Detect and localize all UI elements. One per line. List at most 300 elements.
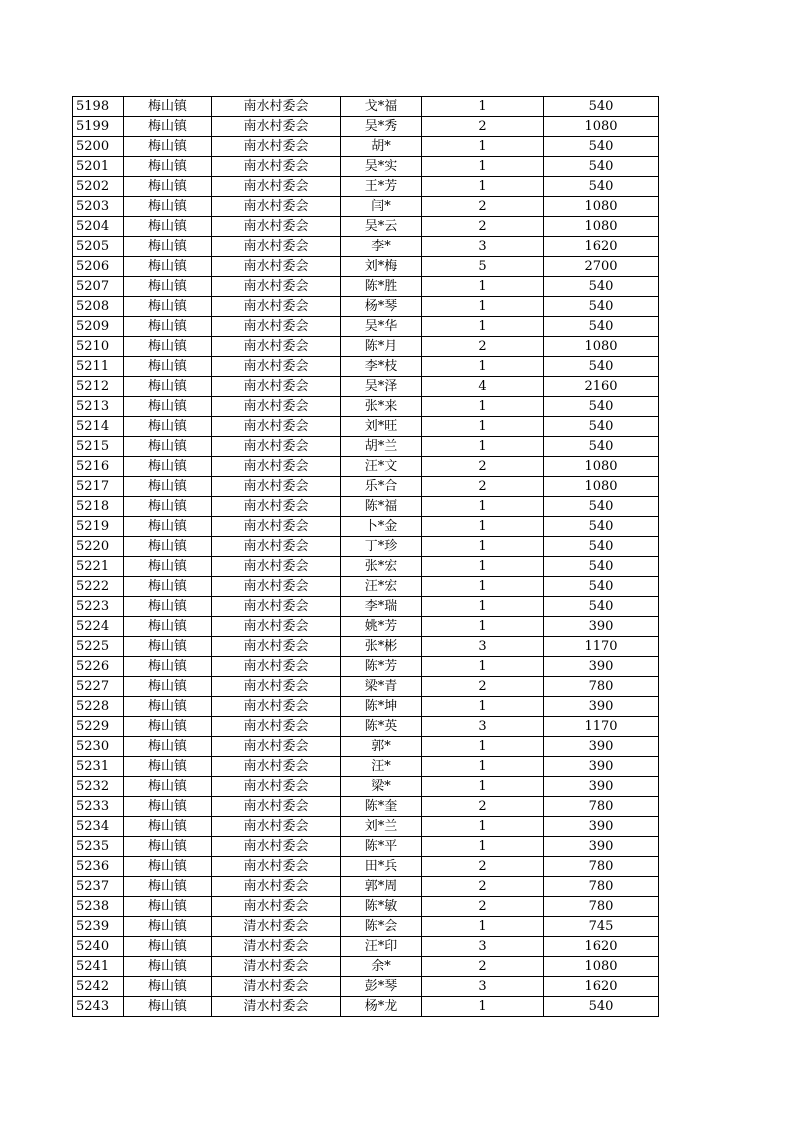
village-committee-cell: 南水村委会	[212, 477, 341, 497]
row-number-cell: 5231	[73, 757, 124, 777]
amount-cell: 540	[544, 97, 659, 117]
row-number-cell: 5243	[73, 997, 124, 1017]
row-number-cell: 5241	[73, 957, 124, 977]
person-name-cell: 吴*秀	[341, 117, 422, 137]
person-name-cell: 李*瑞	[341, 597, 422, 617]
village-committee-cell: 南水村委会	[212, 777, 341, 797]
village-committee-cell: 南水村委会	[212, 257, 341, 277]
person-name-cell: 汪*印	[341, 937, 422, 957]
row-number-cell: 5220	[73, 537, 124, 557]
count-cell: 1	[422, 657, 544, 677]
row-number-cell: 5216	[73, 457, 124, 477]
village-committee-cell: 南水村委会	[212, 277, 341, 297]
table-row	[73, 837, 659, 857]
count-cell: 1	[422, 617, 544, 637]
town-cell: 梅山镇	[124, 137, 212, 157]
amount-cell: 1170	[544, 637, 659, 657]
row-number-cell: 5227	[73, 677, 124, 697]
village-committee-cell: 南水村委会	[212, 857, 341, 877]
village-committee-cell: 南水村委会	[212, 457, 341, 477]
town-cell: 梅山镇	[124, 877, 212, 897]
count-cell: 5	[422, 257, 544, 277]
town-cell: 梅山镇	[124, 497, 212, 517]
count-cell: 1	[422, 157, 544, 177]
row-number-cell: 5207	[73, 277, 124, 297]
village-committee-cell: 南水村委会	[212, 237, 341, 257]
person-name-cell: 陈*胜	[341, 277, 422, 297]
town-cell: 梅山镇	[124, 377, 212, 397]
table-row	[73, 757, 659, 777]
count-cell: 1	[422, 97, 544, 117]
amount-cell: 540	[544, 597, 659, 617]
count-cell: 1	[422, 737, 544, 757]
amount-cell: 2700	[544, 257, 659, 277]
town-cell: 梅山镇	[124, 797, 212, 817]
amount-cell: 780	[544, 677, 659, 697]
village-committee-cell: 南水村委会	[212, 677, 341, 697]
village-committee-cell: 南水村委会	[212, 657, 341, 677]
row-number-cell: 5217	[73, 477, 124, 497]
row-number-cell: 5206	[73, 257, 124, 277]
person-name-cell: 胡*兰	[341, 437, 422, 457]
row-number-cell: 5232	[73, 777, 124, 797]
count-cell: 1	[422, 837, 544, 857]
count-cell: 3	[422, 977, 544, 997]
count-cell: 2	[422, 457, 544, 477]
amount-cell: 1080	[544, 957, 659, 977]
count-cell: 2	[422, 477, 544, 497]
town-cell: 梅山镇	[124, 717, 212, 737]
village-committee-cell: 南水村委会	[212, 537, 341, 557]
town-cell: 梅山镇	[124, 637, 212, 657]
table-row	[73, 377, 659, 397]
amount-cell: 1620	[544, 937, 659, 957]
village-committee-cell: 南水村委会	[212, 137, 341, 157]
village-committee-cell: 南水村委会	[212, 617, 341, 637]
amount-cell: 1080	[544, 457, 659, 477]
town-cell: 梅山镇	[124, 917, 212, 937]
table-row	[73, 817, 659, 837]
amount-cell: 780	[544, 857, 659, 877]
table-row	[73, 797, 659, 817]
count-cell: 1	[422, 537, 544, 557]
town-cell: 梅山镇	[124, 237, 212, 257]
count-cell: 1	[422, 777, 544, 797]
row-number-cell: 5224	[73, 617, 124, 637]
row-number-cell: 5240	[73, 937, 124, 957]
row-number-cell: 5212	[73, 377, 124, 397]
table-row	[73, 357, 659, 377]
town-cell: 梅山镇	[124, 617, 212, 637]
count-cell: 1	[422, 177, 544, 197]
table-row	[73, 557, 659, 577]
table-row	[73, 617, 659, 637]
village-committee-cell: 南水村委会	[212, 397, 341, 417]
amount-cell: 1080	[544, 197, 659, 217]
count-cell: 1	[422, 317, 544, 337]
table-row	[73, 977, 659, 997]
row-number-cell: 5203	[73, 197, 124, 217]
amount-cell: 390	[544, 737, 659, 757]
village-committee-cell: 南水村委会	[212, 797, 341, 817]
village-committee-cell: 南水村委会	[212, 357, 341, 377]
row-number-cell: 5209	[73, 317, 124, 337]
person-name-cell: 彭*琴	[341, 977, 422, 997]
row-number-cell: 5228	[73, 697, 124, 717]
table-row	[73, 857, 659, 877]
person-name-cell: 陈*月	[341, 337, 422, 357]
count-cell: 1	[422, 137, 544, 157]
person-name-cell: 余*	[341, 957, 422, 977]
town-cell: 梅山镇	[124, 417, 212, 437]
table-row	[73, 517, 659, 537]
row-number-cell: 5208	[73, 297, 124, 317]
person-name-cell: 张*彬	[341, 637, 422, 657]
person-name-cell: 陈*会	[341, 917, 422, 937]
amount-cell: 1080	[544, 337, 659, 357]
row-number-cell: 5230	[73, 737, 124, 757]
amount-cell: 540	[544, 157, 659, 177]
table-row	[73, 537, 659, 557]
person-name-cell: 陈*坤	[341, 697, 422, 717]
person-name-cell: 姚*芳	[341, 617, 422, 637]
count-cell: 1	[422, 997, 544, 1017]
amount-cell: 540	[544, 437, 659, 457]
amount-cell: 390	[544, 697, 659, 717]
data-table	[72, 96, 659, 1017]
amount-cell: 540	[544, 177, 659, 197]
table-row	[73, 337, 659, 357]
count-cell: 1	[422, 397, 544, 417]
row-number-cell: 5223	[73, 597, 124, 617]
person-name-cell: 王*芳	[341, 177, 422, 197]
town-cell: 梅山镇	[124, 697, 212, 717]
town-cell: 梅山镇	[124, 117, 212, 137]
person-name-cell: 李*枝	[341, 357, 422, 377]
amount-cell: 780	[544, 897, 659, 917]
count-cell: 1	[422, 277, 544, 297]
table-row	[73, 497, 659, 517]
row-number-cell: 5214	[73, 417, 124, 437]
amount-cell: 780	[544, 797, 659, 817]
row-number-cell: 5234	[73, 817, 124, 837]
town-cell: 梅山镇	[124, 217, 212, 237]
amount-cell: 390	[544, 657, 659, 677]
town-cell: 梅山镇	[124, 437, 212, 457]
town-cell: 梅山镇	[124, 457, 212, 477]
person-name-cell: 刘*旺	[341, 417, 422, 437]
row-number-cell: 5210	[73, 337, 124, 357]
person-name-cell: 吴*泽	[341, 377, 422, 397]
count-cell: 2	[422, 677, 544, 697]
town-cell: 梅山镇	[124, 177, 212, 197]
table-row	[73, 197, 659, 217]
table-row	[73, 137, 659, 157]
village-committee-cell: 南水村委会	[212, 877, 341, 897]
count-cell: 1	[422, 697, 544, 717]
town-cell: 梅山镇	[124, 957, 212, 977]
row-number-cell: 5221	[73, 557, 124, 577]
count-cell: 2	[422, 797, 544, 817]
table-row	[73, 417, 659, 437]
person-name-cell: 陈*福	[341, 497, 422, 517]
person-name-cell: 乐*合	[341, 477, 422, 497]
amount-cell: 540	[544, 357, 659, 377]
person-name-cell: 田*兵	[341, 857, 422, 877]
row-number-cell: 5213	[73, 397, 124, 417]
row-number-cell: 5236	[73, 857, 124, 877]
person-name-cell: 卜*金	[341, 517, 422, 537]
town-cell: 梅山镇	[124, 97, 212, 117]
village-committee-cell: 南水村委会	[212, 317, 341, 337]
table-row	[73, 657, 659, 677]
person-name-cell: 吴*云	[341, 217, 422, 237]
row-number-cell: 5222	[73, 577, 124, 597]
village-committee-cell: 南水村委会	[212, 697, 341, 717]
town-cell: 梅山镇	[124, 517, 212, 537]
count-cell: 2	[422, 217, 544, 237]
town-cell: 梅山镇	[124, 937, 212, 957]
table-row	[73, 937, 659, 957]
table-row	[73, 477, 659, 497]
table-row	[73, 637, 659, 657]
town-cell: 梅山镇	[124, 677, 212, 697]
table-row	[73, 957, 659, 977]
village-committee-cell: 南水村委会	[212, 637, 341, 657]
village-committee-cell: 南水村委会	[212, 297, 341, 317]
town-cell: 梅山镇	[124, 397, 212, 417]
table-row	[73, 157, 659, 177]
village-committee-cell: 南水村委会	[212, 497, 341, 517]
person-name-cell: 陈*芳	[341, 657, 422, 677]
amount-cell: 540	[544, 417, 659, 437]
table-row	[73, 277, 659, 297]
row-number-cell: 5204	[73, 217, 124, 237]
village-committee-cell: 南水村委会	[212, 377, 341, 397]
row-number-cell: 5200	[73, 137, 124, 157]
count-cell: 1	[422, 817, 544, 837]
table-row	[73, 777, 659, 797]
count-cell: 2	[422, 117, 544, 137]
village-committee-cell: 南水村委会	[212, 737, 341, 757]
person-name-cell: 汪*宏	[341, 577, 422, 597]
row-number-cell: 5202	[73, 177, 124, 197]
row-number-cell: 5235	[73, 837, 124, 857]
row-number-cell: 5219	[73, 517, 124, 537]
amount-cell: 540	[544, 517, 659, 537]
town-cell: 梅山镇	[124, 317, 212, 337]
amount-cell: 540	[544, 137, 659, 157]
table-row	[73, 217, 659, 237]
town-cell: 梅山镇	[124, 657, 212, 677]
town-cell: 梅山镇	[124, 757, 212, 777]
table-row	[73, 697, 659, 717]
village-committee-cell: 南水村委会	[212, 757, 341, 777]
town-cell: 梅山镇	[124, 337, 212, 357]
amount-cell: 390	[544, 617, 659, 637]
person-name-cell: 杨*龙	[341, 997, 422, 1017]
village-committee-cell: 南水村委会	[212, 837, 341, 857]
person-name-cell: 戈*福	[341, 97, 422, 117]
count-cell: 4	[422, 377, 544, 397]
village-committee-cell: 南水村委会	[212, 197, 341, 217]
row-number-cell: 5201	[73, 157, 124, 177]
village-committee-cell: 清水村委会	[212, 937, 341, 957]
town-cell: 梅山镇	[124, 857, 212, 877]
amount-cell: 1080	[544, 117, 659, 137]
village-committee-cell: 南水村委会	[212, 577, 341, 597]
table-body	[73, 97, 659, 1017]
amount-cell: 1080	[544, 477, 659, 497]
table-row	[73, 97, 659, 117]
row-number-cell: 5215	[73, 437, 124, 457]
town-cell: 梅山镇	[124, 817, 212, 837]
table-row	[73, 877, 659, 897]
village-committee-cell: 南水村委会	[212, 717, 341, 737]
village-committee-cell: 南水村委会	[212, 217, 341, 237]
table-row	[73, 317, 659, 337]
count-cell: 1	[422, 417, 544, 437]
amount-cell: 1080	[544, 217, 659, 237]
village-committee-cell: 南水村委会	[212, 97, 341, 117]
amount-cell: 540	[544, 557, 659, 577]
town-cell: 梅山镇	[124, 477, 212, 497]
person-name-cell: 汪*文	[341, 457, 422, 477]
count-cell: 3	[422, 717, 544, 737]
count-cell: 1	[422, 357, 544, 377]
person-name-cell: 汪*	[341, 757, 422, 777]
amount-cell: 390	[544, 777, 659, 797]
village-committee-cell: 清水村委会	[212, 977, 341, 997]
row-number-cell: 5238	[73, 897, 124, 917]
village-committee-cell: 清水村委会	[212, 997, 341, 1017]
village-committee-cell: 清水村委会	[212, 957, 341, 977]
person-name-cell: 闫*	[341, 197, 422, 217]
amount-cell: 390	[544, 817, 659, 837]
person-name-cell: 陈*平	[341, 837, 422, 857]
town-cell: 梅山镇	[124, 357, 212, 377]
person-name-cell: 李*	[341, 237, 422, 257]
town-cell: 梅山镇	[124, 577, 212, 597]
town-cell: 梅山镇	[124, 297, 212, 317]
amount-cell: 540	[544, 997, 659, 1017]
table-row	[73, 717, 659, 737]
person-name-cell: 陈*敏	[341, 897, 422, 917]
amount-cell: 1170	[544, 717, 659, 737]
row-number-cell: 5242	[73, 977, 124, 997]
person-name-cell: 梁*青	[341, 677, 422, 697]
town-cell: 梅山镇	[124, 997, 212, 1017]
amount-cell: 540	[544, 397, 659, 417]
count-cell: 1	[422, 757, 544, 777]
row-number-cell: 5237	[73, 877, 124, 897]
amount-cell: 780	[544, 877, 659, 897]
town-cell: 梅山镇	[124, 837, 212, 857]
town-cell: 梅山镇	[124, 897, 212, 917]
town-cell: 梅山镇	[124, 597, 212, 617]
count-cell: 2	[422, 897, 544, 917]
count-cell: 3	[422, 937, 544, 957]
count-cell: 1	[422, 297, 544, 317]
town-cell: 梅山镇	[124, 777, 212, 797]
town-cell: 梅山镇	[124, 157, 212, 177]
person-name-cell: 张*来	[341, 397, 422, 417]
count-cell: 1	[422, 557, 544, 577]
count-cell: 3	[422, 237, 544, 257]
amount-cell: 540	[544, 317, 659, 337]
person-name-cell: 陈*奎	[341, 797, 422, 817]
table-row	[73, 117, 659, 137]
amount-cell: 1620	[544, 237, 659, 257]
town-cell: 梅山镇	[124, 557, 212, 577]
table-row	[73, 437, 659, 457]
row-number-cell: 5205	[73, 237, 124, 257]
person-name-cell: 梁*	[341, 777, 422, 797]
person-name-cell: 陈*英	[341, 717, 422, 737]
person-name-cell: 吴*实	[341, 157, 422, 177]
row-number-cell: 5225	[73, 637, 124, 657]
table-row	[73, 237, 659, 257]
table-row	[73, 397, 659, 417]
amount-cell: 390	[544, 837, 659, 857]
village-committee-cell: 清水村委会	[212, 917, 341, 937]
person-name-cell: 胡*	[341, 137, 422, 157]
table-row	[73, 597, 659, 617]
person-name-cell: 杨*琴	[341, 297, 422, 317]
amount-cell: 540	[544, 277, 659, 297]
town-cell: 梅山镇	[124, 277, 212, 297]
village-committee-cell: 南水村委会	[212, 817, 341, 837]
town-cell: 梅山镇	[124, 197, 212, 217]
row-number-cell: 5211	[73, 357, 124, 377]
village-committee-cell: 南水村委会	[212, 897, 341, 917]
count-cell: 1	[422, 917, 544, 937]
row-number-cell: 5218	[73, 497, 124, 517]
count-cell: 3	[422, 637, 544, 657]
village-committee-cell: 南水村委会	[212, 597, 341, 617]
town-cell: 梅山镇	[124, 257, 212, 277]
row-number-cell: 5199	[73, 117, 124, 137]
person-name-cell: 刘*梅	[341, 257, 422, 277]
amount-cell: 540	[544, 537, 659, 557]
village-committee-cell: 南水村委会	[212, 437, 341, 457]
person-name-cell: 郭*周	[341, 877, 422, 897]
table-row	[73, 997, 659, 1017]
table-row	[73, 577, 659, 597]
count-cell: 1	[422, 517, 544, 537]
person-name-cell: 张*宏	[341, 557, 422, 577]
amount-cell: 540	[544, 497, 659, 517]
town-cell: 梅山镇	[124, 977, 212, 997]
amount-cell: 1620	[544, 977, 659, 997]
table-row	[73, 897, 659, 917]
table-row	[73, 737, 659, 757]
count-cell: 1	[422, 597, 544, 617]
amount-cell: 745	[544, 917, 659, 937]
village-committee-cell: 南水村委会	[212, 517, 341, 537]
person-name-cell: 丁*珍	[341, 537, 422, 557]
village-committee-cell: 南水村委会	[212, 157, 341, 177]
row-number-cell: 5226	[73, 657, 124, 677]
count-cell: 2	[422, 877, 544, 897]
row-number-cell: 5198	[73, 97, 124, 117]
count-cell: 2	[422, 197, 544, 217]
town-cell: 梅山镇	[124, 737, 212, 757]
table-row	[73, 457, 659, 477]
count-cell: 1	[422, 497, 544, 517]
person-name-cell: 刘*兰	[341, 817, 422, 837]
amount-cell: 390	[544, 757, 659, 777]
